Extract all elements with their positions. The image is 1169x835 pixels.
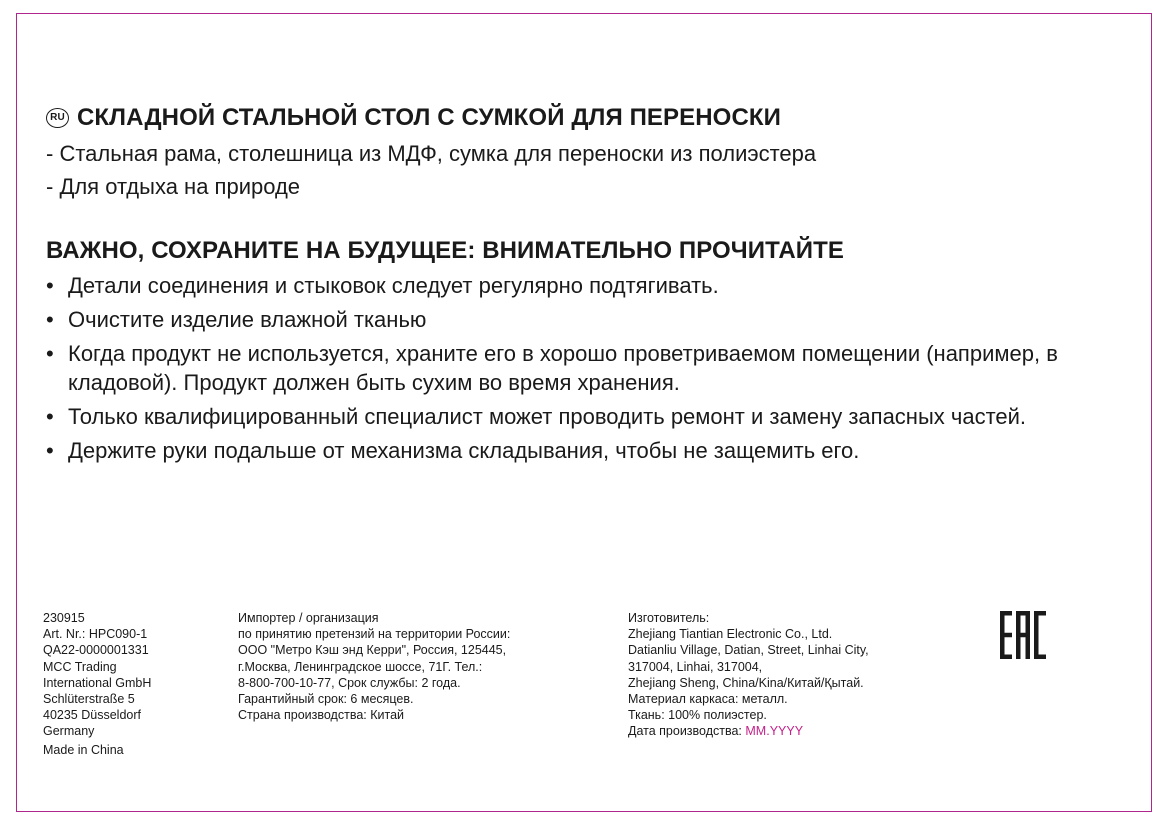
manufacturer-info	[628, 610, 869, 740]
production-date-label: Дата производства:	[628, 724, 746, 739]
product-description-line-1: - Стальная рама, столешница из МДФ, сумка для переноски из полиэстера	[46, 141, 817, 166]
important-heading: ВАЖНО, СОХРАНИТЕ НА БУДУЩЕЕ: ВНИМАТЕЛЬНО ПРОЧИТАЙТЕ	[46, 237, 844, 264]
seller-line: Schlüterstraße 5	[43, 692, 135, 707]
seller-line: Art. Nr.: HPC090-1	[43, 627, 148, 642]
importer-line: г.Москва, Ленинградское шоссе, 71Г. Тел.:	[238, 659, 483, 674]
manufacturer-line: Ткань: 100% полиэстер.	[628, 708, 767, 723]
manufacturer-line: Zhejiang Sheng, China/Kina/Китай/Қытай.	[628, 675, 864, 690]
list-item	[46, 339, 1106, 397]
bullet-icon: •	[46, 273, 54, 298]
product-title: СКЛАДНОЙ СТАЛЬНОЙ СТОЛ С СУМКОЙ ДЛЯ ПЕРЕНОСКИ	[77, 104, 781, 131]
bullet-icon: •	[46, 438, 54, 463]
list-item-text: Детали соединения и стыковок следует регулярно подтягивать.	[68, 273, 719, 298]
list-item-text: Когда продукт не используется, храните его в хорошо проветриваемом помещении (например, в кладовой). Продукт должен быть сухим во время хранения.	[68, 341, 1058, 395]
language-badge-ru: RU	[46, 108, 69, 128]
seller-line: MCC Trading	[43, 659, 117, 674]
eac-logo-icon	[998, 610, 1048, 660]
manufacturer-line: Изготовитель:	[628, 611, 710, 625]
seller-line: International GmbH	[43, 675, 152, 690]
manufacturer-line: Zhejiang Tiantian Electronic Co., Ltd.	[628, 627, 833, 642]
importer-line: по принятию претензий на территории России:	[238, 627, 511, 642]
seller-info	[43, 610, 151, 758]
seller-line: QA22-0000001331	[43, 643, 149, 658]
list-item	[46, 402, 1106, 431]
importer-info	[238, 610, 510, 723]
product-description-line-2: - Для отдыха на природе	[46, 174, 301, 199]
list-item	[46, 271, 1106, 300]
list-item	[46, 436, 1106, 465]
manufacturer-line: Datianliu Village, Datian, Street, Linhai City,	[628, 643, 869, 658]
importer-line: Импортер / организация	[238, 611, 379, 625]
importer-line: 8-800-700-10-77, Срок службы: 2 года.	[238, 675, 461, 690]
seller-line: 230915	[43, 611, 85, 625]
bullet-icon: •	[46, 404, 54, 429]
list-item-text: Очистите изделие влажной тканью	[68, 307, 427, 332]
made-in-label: Made in China	[43, 742, 124, 757]
list-item	[46, 305, 1106, 334]
manufacturer-line: Материал каркаса: металл.	[628, 692, 788, 707]
seller-line: Germany	[43, 724, 95, 739]
list-item-text: Держите руки подальше от механизма складывания, чтобы не защемить его.	[68, 438, 860, 463]
importer-line: Страна производства: Китай	[238, 708, 404, 723]
list-item-text: Только квалифицированный специалист может проводить ремонт и замену запасных частей.	[68, 404, 1027, 429]
product-title-row	[46, 104, 781, 132]
importer-line: ООО "Метро Кэш энд Керри", Россия, 125445,	[238, 643, 507, 658]
production-date	[628, 723, 869, 739]
bullet-icon: •	[46, 307, 54, 332]
bullet-icon: •	[46, 341, 54, 366]
seller-line: 40235 Düsseldorf	[43, 708, 141, 723]
manufacturer-line: 317004, Linhai, 317004,	[628, 659, 763, 674]
care-instructions-list	[46, 271, 1106, 470]
importer-line: Гарантийный срок: 6 месяцев.	[238, 692, 414, 707]
production-date-value: MM.YYYY	[745, 724, 804, 739]
